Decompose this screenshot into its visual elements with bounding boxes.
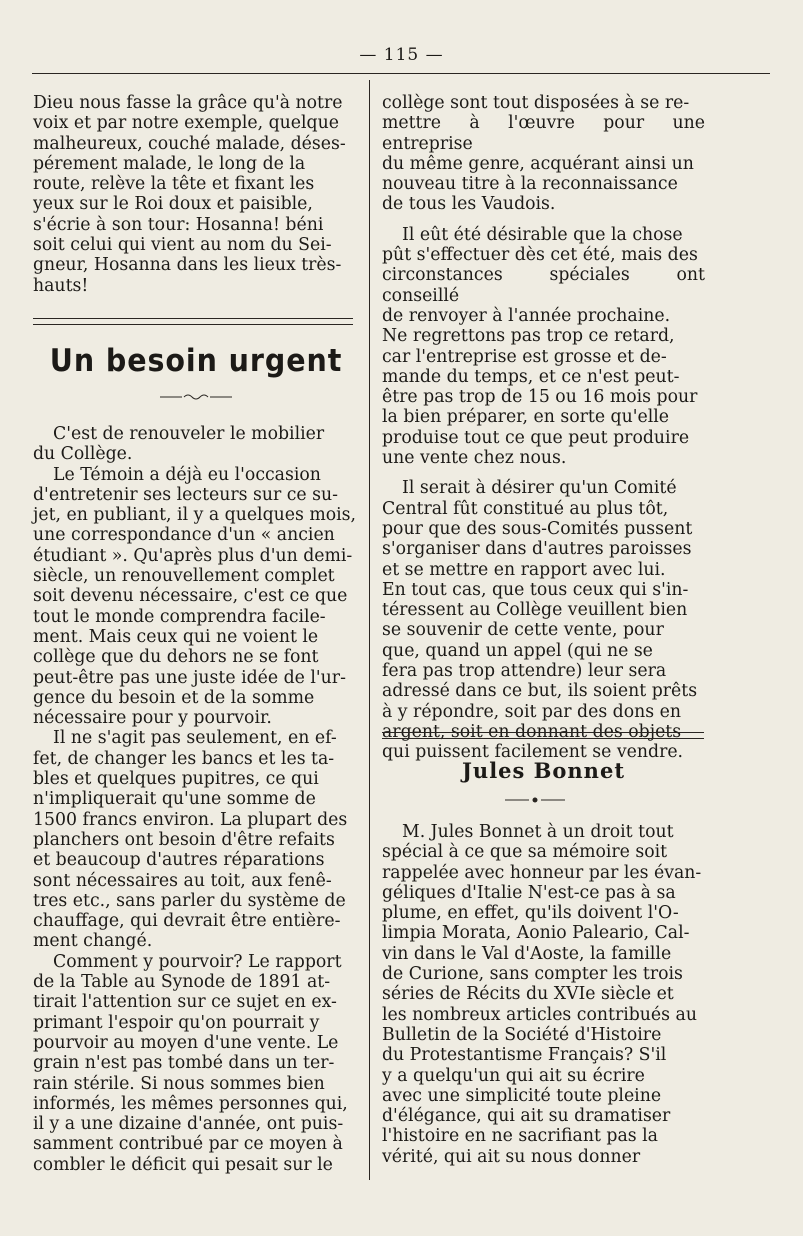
article-paragraph xyxy=(382,822,705,1167)
text-line: bles et quelques pupitres, ce qui xyxy=(33,769,319,790)
text-line: avec une simplicité toute pleine xyxy=(382,1085,662,1106)
text-line: hauts! xyxy=(33,275,89,296)
text-line: tirait l'attention sur ce sujet en ex- xyxy=(33,992,337,1013)
text-line: grain n'est pas tombé dans un ter- xyxy=(33,1053,335,1074)
text-line: l'histoire en ne sacrifiant pas la xyxy=(382,1126,658,1147)
text-line: rappelée avec honneur par les évan- xyxy=(382,862,702,883)
title-ornament xyxy=(505,796,565,804)
text-line: Dieu nous fasse la grâce qu'à notre xyxy=(33,93,343,113)
text-line: gence du besoin et de la somme xyxy=(33,687,315,708)
text-line: ment changé. xyxy=(33,931,153,952)
text-line: nécessaire pour y pourvoir. xyxy=(33,708,272,729)
text-line: s'écrie à son tour: Hosanna! béni xyxy=(33,214,324,235)
text-line: collège que du dehors ne se font xyxy=(33,647,319,668)
text-line: ment. Mais ceux qui ne voient le xyxy=(33,626,319,647)
text-line: soit celui qui vient au nom du Sei- xyxy=(33,235,332,256)
header-rule xyxy=(32,73,770,74)
text-line: Il serait à désirer qu'un Comité xyxy=(402,478,677,499)
text-line: et beaucoup d'autres réparations xyxy=(33,850,325,871)
text-line: étudiant ». Qu'après plus d'un demi- xyxy=(33,545,353,566)
text-line: jet, en publiant, il y a quelques mois, xyxy=(33,505,357,526)
text-line: séries de Récits du XVIe siècle et xyxy=(382,984,674,1005)
text-line: téressent au Collège veuillent bien xyxy=(382,600,688,621)
text-line: M. Jules Bonnet à un droit tout xyxy=(402,822,674,842)
text-line: mande du temps, et ce n'est peut- xyxy=(382,366,680,387)
text-line: qui puissent facilement se vendre. xyxy=(382,742,684,763)
text-line: malheureux, couché malade, déses- xyxy=(33,133,346,154)
text-line: Central fût constitué au plus tôt, xyxy=(382,498,669,519)
text-line: une correspondance d'un « ancien xyxy=(33,525,335,546)
text-line: argent, soit en donnant des objets xyxy=(382,721,682,742)
section-divider xyxy=(33,318,353,325)
text-line: voix et par notre exemple, quelque xyxy=(33,113,339,134)
text-line: du même genre, acquérant ainsi un xyxy=(382,153,694,174)
text-line: route, relève la tête et fixant les xyxy=(33,174,315,195)
text-line: et se mettre en rapport avec lui. xyxy=(382,559,666,580)
text-line: gneur, Hosanna dans les lieux très- xyxy=(33,255,342,276)
text-line: du Collège. xyxy=(33,444,133,465)
article-title-jules-bonnet: Jules Bonnet xyxy=(461,758,626,783)
text-line: plume, en effet, qu'ils doivent l'O- xyxy=(382,903,679,924)
text-line: 1500 francs environ. La plupart des xyxy=(33,809,348,830)
page-number: — 115 — xyxy=(359,45,444,65)
text-line: vin dans le Val d'Aoste, la famille xyxy=(382,943,672,964)
text-line: primant l'espoir qu'on pourrait y xyxy=(33,1012,320,1033)
text-line: pour que des sous-Comités pussent xyxy=(382,518,693,539)
text-line: combler le déficit qui pesait sur le xyxy=(33,1154,333,1175)
text-line: que, quand un appel (qui ne se xyxy=(382,640,653,661)
text-line: être pas trop de 15 ou 16 mois pour xyxy=(382,387,698,408)
article-paragraph xyxy=(33,424,359,1175)
text-line: samment contribué par ce moyen à xyxy=(33,1134,343,1155)
text-line: une vente chez nous. xyxy=(382,448,567,469)
text-line: pérement malade, le long de la xyxy=(33,153,306,174)
text-line: Il ne s'agit pas seulement, en ef- xyxy=(53,728,337,749)
column-divider xyxy=(369,80,370,1180)
text-line: de tous les Vaudois. xyxy=(382,194,556,215)
text-line: spécial à ce que sa mémoire soit xyxy=(382,842,668,863)
text-line: yeux sur le Roi doux et paisible, xyxy=(33,194,313,215)
text-line: tres etc., sans parler du système de xyxy=(33,890,346,911)
text-line: collège sont tout disposées à se re- xyxy=(382,93,690,113)
text-line: En tout cas, que tous ceux qui s'in- xyxy=(382,579,689,600)
text-line: Il eût été désirable que la chose xyxy=(402,224,683,245)
text-line: tout le monde comprendra facile- xyxy=(33,606,326,627)
article-title-un-besoin-urgent: Un besoin urgent xyxy=(49,343,343,379)
text-line: C'est de renouveler le mobilier xyxy=(53,424,325,444)
text-line: pourvoir au moyen d'une vente. Le xyxy=(33,1032,339,1053)
section-divider xyxy=(382,732,704,739)
text-line: se souvenir de cette vente, pour xyxy=(382,620,664,641)
text-line: vérité, qui ait su nous donner xyxy=(382,1146,641,1167)
text-line: de renvoyer à l'année prochaine. xyxy=(382,305,671,326)
text-line: de la Table au Synode de 1891 at- xyxy=(33,972,331,993)
text-line: du Protestantisme Français? S'il xyxy=(382,1045,667,1066)
text-line: mettre à l'œuvre pour une entreprise xyxy=(382,113,705,154)
text-line: planchers ont besoin d'être refaits xyxy=(33,829,335,850)
left-intro-paragraph xyxy=(33,93,359,296)
text-line: fet, de changer les bancs et les ta- xyxy=(33,748,335,769)
text-line: géliques d'Italie N'est-ce pas à sa xyxy=(382,882,676,903)
text-line: pût s'effectuer dès cet été, mais des xyxy=(382,245,698,266)
text-line: n'impliquerait qu'une somme de xyxy=(33,789,316,810)
text-line: la bien préparer, en sorte qu'elle xyxy=(382,407,670,428)
text-line: circonstances spéciales ont conseillé xyxy=(382,265,705,306)
text-line: soit devenu nécessaire, c'est ce que xyxy=(33,586,348,607)
text-line: fera pas trop attendre) leur sera xyxy=(382,661,667,682)
text-line: peut-être pas une juste idée de l'ur- xyxy=(33,667,346,688)
right-column-text xyxy=(382,93,705,763)
text-line: car l'entreprise est grosse et de- xyxy=(382,346,667,367)
text-line: de Curione, sans compter les trois xyxy=(382,964,683,985)
text-line: adressé dans ce but, ils soient prêts xyxy=(382,681,698,702)
text-line: d'entretenir ses lecteurs sur ce su- xyxy=(33,484,338,505)
text-line: les nombreux articles contribués au xyxy=(382,1004,697,1025)
text-line: produise tout ce que peut produire xyxy=(382,427,690,448)
text-line: à y répondre, soit par des dons en xyxy=(382,701,681,722)
text-line: d'élégance, qui ait su dramatiser xyxy=(382,1106,671,1127)
text-line: sont nécessaires au toit, aux fenê- xyxy=(33,870,332,891)
text-line: siècle, un renouvellement complet xyxy=(33,566,335,587)
text-line: rain stérile. Si nous sommes bien xyxy=(33,1073,325,1094)
text-line: informés, les mêmes personnes qui, xyxy=(33,1093,348,1114)
text-line: limpia Morata, Aonio Paleario, Cal- xyxy=(382,923,690,944)
text-line: y a quelqu'un qui ait su écrire xyxy=(382,1065,645,1086)
text-line: s'organiser dans d'autres paroisses xyxy=(382,539,692,560)
text-line: Le Témoin a déjà eu l'occasion xyxy=(53,464,321,485)
text-line: il y a une dizaine d'année, ont puis- xyxy=(33,1114,344,1135)
text-line: Bulletin de la Société d'Histoire xyxy=(382,1024,662,1045)
text-line: chauffage, qui devrait être entière- xyxy=(33,911,341,932)
text-line: Comment y pourvoir? Le rapport xyxy=(53,951,342,972)
title-ornament xyxy=(160,392,232,402)
text-line: Ne regrettons pas trop ce retard, xyxy=(382,326,675,347)
text-line: nouveau titre à la reconnaissance xyxy=(382,174,678,195)
